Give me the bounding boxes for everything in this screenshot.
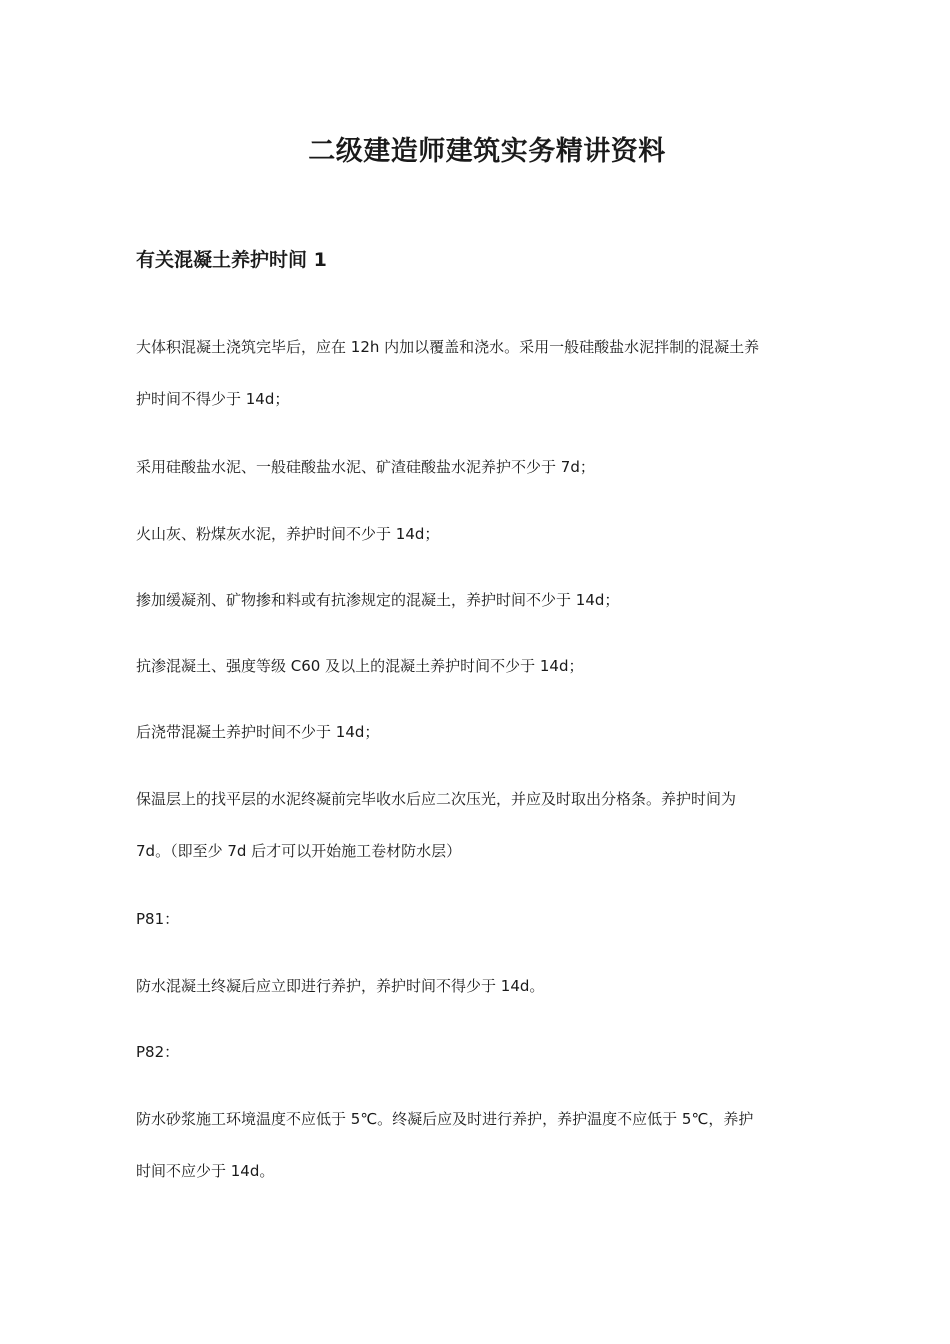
paragraph-retarder: [136, 574, 836, 626]
paragraph-line: 采用硅酸盐水泥、一般硅酸盐水泥、矿渣硅酸盐水泥养护不少于 7d；: [136, 458, 595, 476]
paragraph-line: 防水混凝土终凝后应立即进行养护，养护时间不得少于 14d。: [136, 977, 545, 995]
paragraph-line: 护时间不得少于 14d；: [136, 390, 290, 408]
paragraph-portland-cement: [136, 441, 836, 493]
paragraph-line: 时间不应少于 14d。: [136, 1162, 275, 1180]
paragraph-line: 7d。（即至少 7d 后才可以开始施工卷材防水层）: [136, 842, 462, 860]
paragraph-waterproof-concrete: [136, 960, 836, 1012]
paragraph-line: P81：: [136, 910, 180, 928]
paragraph-line: P82：: [136, 1043, 180, 1061]
page-reference-p82: [136, 1026, 836, 1078]
paragraph-line: 抗渗混凝土、强度等级 C60 及以上的混凝土养护时间不少于 14d；: [136, 657, 584, 675]
paragraph-line: 火山灰、粉煤灰水泥，养护时间不少于 14d；: [136, 525, 440, 543]
document-title: 二级建造师建筑实务精讲资料: [308, 136, 666, 167]
paragraph-line: 大体积混凝土浇筑完毕后，应在 12h 内加以覆盖和浇水。采用一般硅酸盐水泥拌制的混凝土养: [136, 338, 760, 356]
paragraph-line: 防水砂浆施工环境温度不应低于 5℃。终凝后应及时进行养护，养护温度不应低于 5℃，养护: [136, 1110, 754, 1128]
page-reference-p81: [136, 893, 836, 945]
paragraph-mass-concrete: [136, 321, 836, 425]
section-heading: 有关混凝土养护时间 1: [136, 249, 327, 271]
paragraph-waterproof-mortar: [136, 1093, 836, 1197]
paragraph-post-cast-strip: [136, 706, 836, 758]
paragraph-volcanic-ash: [136, 508, 836, 560]
paragraph-impermeable: [136, 640, 836, 692]
paragraph-line: 保温层上的找平层的水泥终凝前完毕收水后应二次压光，并应及时取出分格条。养护时间为: [136, 790, 737, 808]
paragraph-insulation-layer: [136, 773, 836, 877]
paragraph-line: 后浇带混凝土养护时间不少于 14d；: [136, 723, 380, 741]
paragraph-line: 掺加缓凝剂、矿物掺和料或有抗渗规定的混凝土，养护时间不少于 14d；: [136, 591, 620, 609]
